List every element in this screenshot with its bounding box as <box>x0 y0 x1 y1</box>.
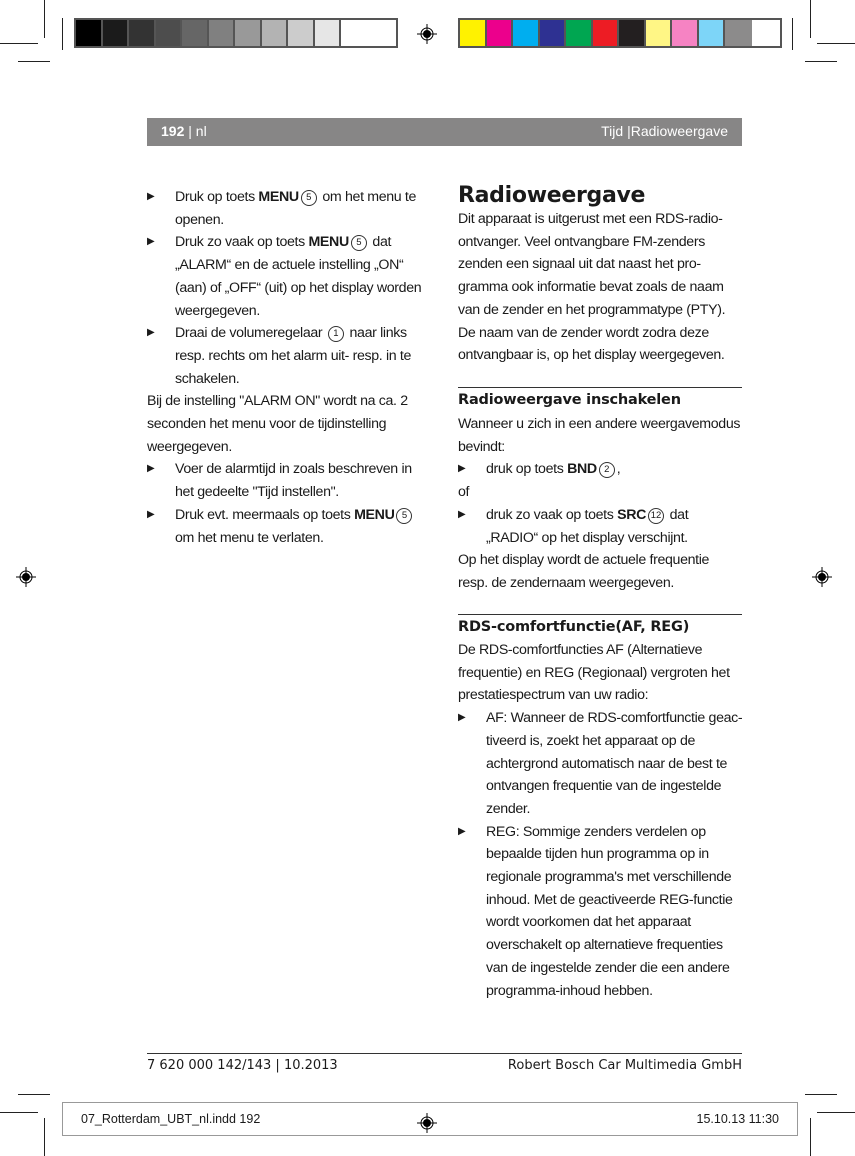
crop-mark <box>810 0 811 38</box>
text-line <box>458 730 748 753</box>
bullet-arrow-icon: ▶ <box>458 463 466 475</box>
color-swatch <box>341 20 368 46</box>
text: De naam van de zender wordt zodra deze <box>458 324 709 341</box>
bullet-item <box>147 504 429 549</box>
text-line <box>458 436 742 459</box>
key-name: MENU <box>308 234 349 251</box>
slug-filename: 07_Rotterdam_UBT_nl.indd 192 <box>81 1112 261 1126</box>
crop-mark <box>62 18 63 50</box>
color-swatch <box>725 20 752 46</box>
callout-number: 1 <box>328 326 344 342</box>
text-line <box>458 843 748 866</box>
text: , <box>616 461 621 478</box>
text: schakelen. <box>175 370 240 387</box>
bullet-item <box>458 821 748 1003</box>
text-line <box>458 299 742 322</box>
crop-mark <box>810 1118 811 1156</box>
print-slug <box>62 1102 798 1136</box>
text: dat <box>666 506 689 523</box>
text: prestatiespectrum van uw radio: <box>458 687 649 704</box>
text-line <box>147 254 429 277</box>
text: programma-inhoud hebben. <box>486 982 653 999</box>
callout-number: 2 <box>599 462 615 478</box>
section-breadcrumb: Tijd |Radioweergave <box>601 123 728 139</box>
callout-number: 5 <box>396 508 412 524</box>
text-line <box>147 504 429 527</box>
text: overschakelt op alternatieve frequenties <box>486 937 723 954</box>
crop-mark <box>805 1094 837 1095</box>
bullet-arrow-icon: ▶ <box>147 191 155 202</box>
text: dat <box>368 234 392 251</box>
color-swatch <box>76 20 103 46</box>
text: om het menu te verlaten. <box>175 529 324 546</box>
crop-mark <box>0 1112 38 1113</box>
text: van de ingestelde zender die een andere <box>486 959 730 976</box>
bullet-arrow-icon: ▶ <box>147 236 155 248</box>
text: resp. rechts om het alarm uit- resp. in te <box>175 347 412 364</box>
color-swatch <box>619 20 646 46</box>
key-name: BND <box>567 461 597 478</box>
text-line <box>147 527 429 550</box>
text-line <box>458 572 742 595</box>
text-line <box>458 889 748 912</box>
text: bepaalde tijden hun programma op in <box>486 846 709 863</box>
text: om het menu te <box>318 189 417 205</box>
text: wordt voorkomen dat het apparaat <box>486 914 691 931</box>
registration-mark-icon <box>417 24 437 44</box>
section-rds <box>458 639 748 1002</box>
text-line <box>458 527 742 550</box>
crop-mark <box>44 0 45 38</box>
color-swatch <box>699 20 726 46</box>
text-line <box>458 707 748 730</box>
text: ontvangbaar is, op het display weergegeven. <box>458 347 725 364</box>
crop-mark <box>0 43 38 44</box>
crop-mark <box>817 43 855 44</box>
callout-number: 5 <box>301 190 317 206</box>
text-line <box>147 458 429 481</box>
text-line <box>458 481 742 504</box>
paragraph <box>458 639 748 707</box>
text-line <box>147 300 429 323</box>
text: De RDS-comfortfuncties AF (Alternatieve <box>458 642 703 658</box>
text: tiveerd is, zoekt het apparaat op de <box>486 732 696 749</box>
text: ontvangen frequentie van de ingestelde <box>486 778 722 795</box>
crop-mark <box>805 61 837 62</box>
color-swatch <box>646 20 673 46</box>
text-line <box>458 980 748 1003</box>
color-swatch <box>288 20 315 46</box>
text-line <box>458 753 748 776</box>
text-line <box>458 208 742 231</box>
cmyk-color-bar <box>458 18 782 48</box>
slug-date: 15.10.13 11:30 <box>696 1112 779 1126</box>
color-swatch <box>460 20 487 46</box>
text: achtergrond automatisch naar de best te <box>486 755 728 772</box>
text: naar links <box>345 325 407 342</box>
color-swatch <box>540 20 567 46</box>
text-line <box>147 368 429 391</box>
text-line <box>147 345 429 368</box>
page-title: Radioweergave <box>458 183 646 208</box>
text: weergegeven. <box>147 438 232 455</box>
color-swatch <box>182 20 209 46</box>
bullet-arrow-icon: ▶ <box>147 463 155 475</box>
footer-doc-number: 7 620 000 142/143 | 10.2013 <box>147 1058 338 1073</box>
bullet-item <box>147 186 429 231</box>
paragraph <box>147 390 429 458</box>
text: Dit apparaat is uitgerust met een RDS-radio- <box>458 211 723 227</box>
crop-mark <box>792 18 793 50</box>
text-line <box>458 957 748 980</box>
text-line <box>458 458 742 481</box>
bullet-item <box>147 322 429 390</box>
text: bevindt: <box>458 438 505 455</box>
text: Voer de alarmtijd in zoals beschreven in <box>175 461 412 478</box>
paragraph <box>458 208 742 367</box>
crop-mark <box>18 61 50 62</box>
text: frequentie) en REG (Regionaal) vergroten het <box>458 664 730 681</box>
section-radio-on <box>458 413 742 595</box>
registration-mark-icon <box>16 567 36 587</box>
text-line <box>458 911 748 934</box>
text: Wanneer u zich in een andere weergavemodus <box>458 416 741 432</box>
section-heading: Radioweergave inschakelen <box>458 392 681 408</box>
color-swatch <box>672 20 699 46</box>
key-name: SRC <box>617 506 647 523</box>
text: ontvanger. Veel ontvangbare FM-zenders <box>458 233 705 250</box>
text-line <box>458 344 742 367</box>
text: seconden het menu voor de tijdinstelling <box>147 416 387 433</box>
divider <box>458 614 742 615</box>
color-swatch <box>156 20 183 46</box>
text: Op het display wordt de actuele frequentie <box>458 552 710 569</box>
footer-divider <box>147 1053 742 1054</box>
text: „ALARM“ en de actuele instelling „ON“ <box>175 257 404 274</box>
page-header <box>147 118 742 146</box>
left-column <box>147 186 429 549</box>
bullet-arrow-icon: ▶ <box>147 327 155 339</box>
text: Druk zo vaak op toets <box>175 234 309 251</box>
text-line <box>458 821 748 844</box>
color-swatch <box>315 20 342 46</box>
text: openen. <box>175 211 224 228</box>
key-name: MENU <box>354 506 395 523</box>
text-line <box>147 277 429 300</box>
text: inhoud. Met de geactiveerde REG-functie <box>486 891 733 908</box>
bullet-arrow-icon: ▶ <box>458 508 466 520</box>
text-line <box>458 775 748 798</box>
text-line <box>458 253 742 276</box>
grayscale-color-bar <box>74 18 398 48</box>
bullet-arrow-icon: ▶ <box>147 508 155 520</box>
text-line <box>147 481 429 504</box>
text-line <box>147 322 429 345</box>
text-line <box>458 639 748 662</box>
text: (aan) of „OFF“ (uit) op het display worden <box>175 279 422 296</box>
text-line <box>458 504 742 527</box>
text: REG: Sommige zenders verdelen op <box>486 823 706 840</box>
bullet-item <box>458 707 748 821</box>
text: resp. de zendernaam weergegeven. <box>458 574 674 591</box>
callout-number: 12 <box>648 508 664 524</box>
color-swatch <box>209 20 236 46</box>
text: het gedeelte "Tijd instellen". <box>175 484 339 501</box>
crop-mark <box>18 1094 50 1095</box>
key-name: MENU <box>258 189 299 205</box>
text-line <box>147 413 429 436</box>
text-line <box>458 934 748 957</box>
color-swatch <box>487 20 514 46</box>
paragraph <box>458 413 742 458</box>
page-number: 192 | nl <box>161 123 207 139</box>
text: Druk evt. meermaals op toets <box>175 506 355 523</box>
color-swatch <box>235 20 262 46</box>
registration-mark-icon <box>812 567 832 587</box>
color-swatch <box>129 20 156 46</box>
color-swatch <box>566 20 593 46</box>
text: weergegeven. <box>175 302 260 319</box>
text: zenden een signaal uit dat naast het pro- <box>458 256 701 273</box>
paragraph <box>458 481 742 504</box>
text: druk zo vaak op toets <box>486 506 618 523</box>
text-line <box>147 186 429 209</box>
text-line <box>147 209 429 232</box>
text-line <box>458 866 748 889</box>
color-swatch <box>513 20 540 46</box>
crop-mark <box>817 1112 855 1113</box>
text-line <box>458 798 748 821</box>
text: Draai de volumeregelaar <box>175 325 326 342</box>
color-swatch <box>593 20 620 46</box>
footer-company: Robert Bosch Car Multimedia GmbH <box>507 1058 742 1073</box>
text: „RADIO“ op het display verschijnt. <box>486 529 688 546</box>
text-line <box>147 231 429 254</box>
text-line <box>458 231 742 254</box>
text-line <box>458 549 742 572</box>
text: Druk op toets <box>175 189 259 205</box>
bullet-arrow-icon: ▶ <box>458 712 466 724</box>
text-line <box>458 684 748 707</box>
text-line <box>458 276 742 299</box>
bullet-item <box>147 458 429 503</box>
text-line <box>458 413 742 436</box>
color-swatch <box>103 20 130 46</box>
color-swatch <box>262 20 289 46</box>
text: of <box>458 484 470 501</box>
bullet-item <box>458 504 742 549</box>
text: gramma ook informatie bevat zoals de naam <box>458 279 724 296</box>
text: druk op toets <box>486 461 568 478</box>
paragraph <box>458 549 742 594</box>
bullet-item <box>458 458 742 481</box>
text-line <box>147 390 429 413</box>
text-line <box>147 436 429 459</box>
text: Bij de instelling "ALARM ON" wordt na ca. 2 <box>147 393 408 410</box>
text: AF: Wanneer de RDS-comfortfunctie geac- <box>486 710 743 727</box>
text: zender. <box>486 800 531 817</box>
callout-number: 5 <box>351 235 367 251</box>
text: regionale programma's met verschillende <box>486 869 732 886</box>
bullet-item <box>147 231 429 322</box>
crop-mark <box>44 1118 45 1156</box>
text: van de zender en het programmatype (PTY). <box>458 301 726 318</box>
divider <box>458 387 742 388</box>
text-line <box>458 322 742 345</box>
text-line <box>458 662 748 685</box>
bullet-arrow-icon: ▶ <box>458 825 466 837</box>
section-heading: RDS-comfortfunctie(AF, REG) <box>458 619 690 635</box>
intro-text <box>458 208 742 367</box>
